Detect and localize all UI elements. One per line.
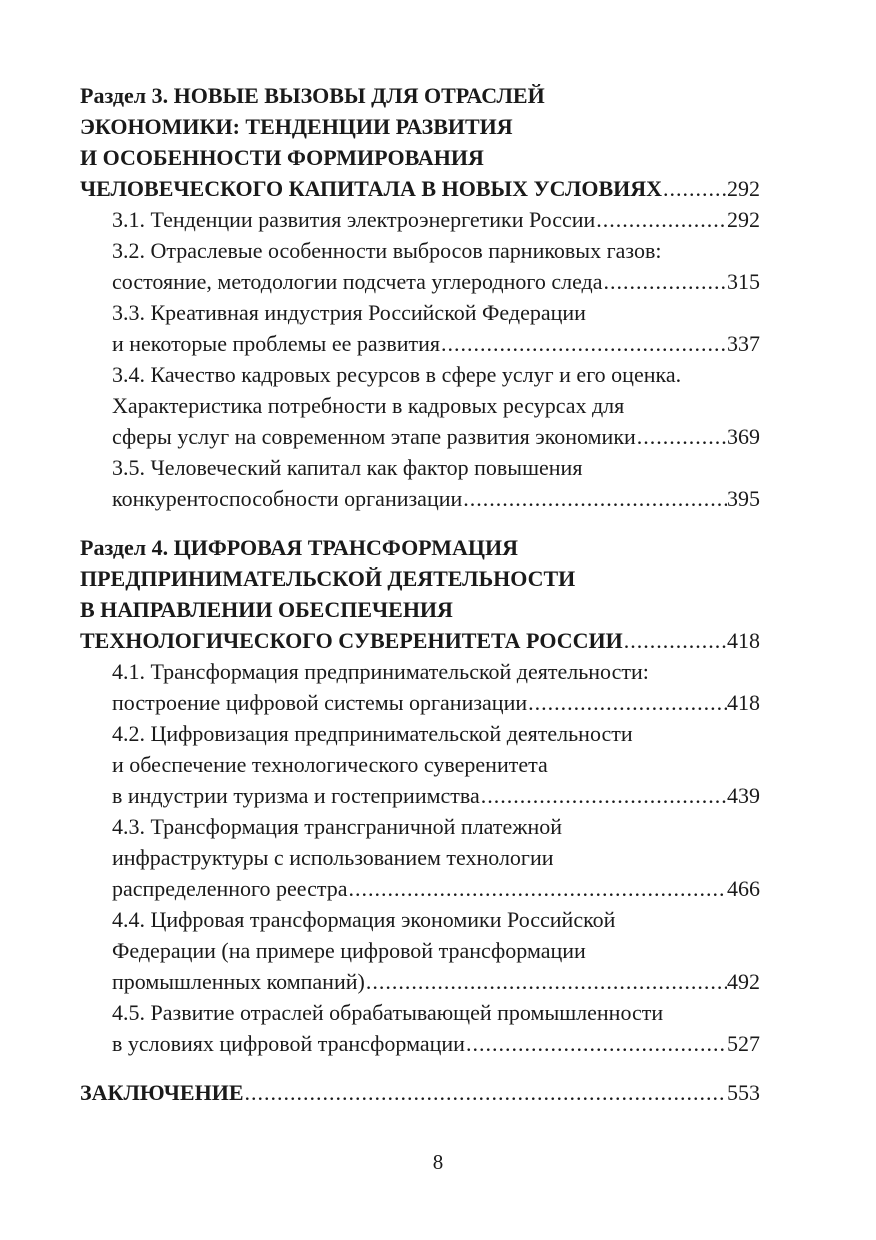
entry-line: 4.2. Цифровизация предпринимательской деятельности [112, 721, 633, 746]
entry-line: ПРЕДПРИНИМАТЕЛЬСКОЙ ДЕЯТЕЛЬНОСТИ [80, 566, 576, 591]
entry-final-line [112, 687, 760, 718]
entry-final-line [112, 780, 760, 811]
entry-line: 3.3. Креативная индустрия Российской Федерации [112, 300, 586, 325]
entry-title-end: ТЕХНОЛОГИЧЕСКОГО СУВЕРЕНИТЕТА РОССИИ [80, 628, 623, 653]
entry-title-end: распределенного реестра [112, 876, 348, 901]
entry-line: Федерации (на примере цифровой трансформации [112, 938, 586, 963]
entry-final-line [112, 421, 760, 452]
entry-page-number: 492 [727, 969, 760, 994]
entry-title-end: 3.1. Тенденции развития электроэнергетики России [112, 207, 596, 232]
entry-title-end: сферы услуг на современном этапе развития экономики [112, 424, 636, 449]
entry-page-number: 466 [727, 876, 760, 901]
dot-leader [440, 328, 727, 359]
entry-page-number: 337 [727, 331, 760, 356]
toc-section [80, 80, 760, 514]
entry-final-line [112, 328, 760, 359]
toc-entry[interactable] [80, 297, 760, 359]
entry-title-end: и некоторые проблемы ее развития [112, 331, 440, 356]
entry-line: 4.1. Трансформация предпринимательской деятельности: [112, 659, 649, 684]
dot-leader [603, 266, 727, 297]
entry-page-number: 418 [727, 690, 760, 715]
entry-final-line [80, 1077, 760, 1108]
dot-leader [636, 421, 727, 452]
section-heading[interactable] [80, 80, 760, 204]
section-heading[interactable] [80, 532, 760, 656]
toc-entry[interactable] [80, 718, 760, 811]
dot-leader [623, 625, 727, 656]
page-number: 8 [432, 1150, 444, 1174]
entry-line: И ОСОБЕННОСТИ ФОРМИРОВАНИЯ [80, 145, 484, 170]
entry-page-number: 292 [727, 176, 760, 201]
entry-page-number: 418 [727, 628, 760, 653]
entry-final-line [80, 173, 760, 204]
entry-line: Раздел 4. ЦИФРОВАЯ ТРАНСФОРМАЦИЯ [80, 535, 518, 560]
entry-page-number: 439 [727, 783, 760, 808]
entry-line: 3.2. Отраслевые особенности выбросов парниковых газов: [112, 238, 662, 263]
toc-entry[interactable] [80, 997, 760, 1059]
dot-leader [365, 966, 727, 997]
dot-leader [348, 873, 728, 904]
entry-final-line [112, 966, 760, 997]
entry-line: и обеспечение технологического суверенитета [112, 752, 548, 777]
toc-entry[interactable] [80, 452, 760, 514]
toc-entry[interactable] [80, 904, 760, 997]
toc-entry[interactable] [80, 204, 760, 235]
dot-leader [465, 1028, 727, 1059]
conclusion-entry[interactable] [80, 1077, 760, 1108]
entry-page-number: 395 [727, 486, 760, 511]
entry-line: ЭКОНОМИКИ: ТЕНДЕНЦИИ РАЗВИТИЯ [80, 114, 513, 139]
dot-leader [662, 173, 727, 204]
entry-final-line [112, 873, 760, 904]
entry-title-end: ЧЕЛОВЕЧЕСКОГО КАПИТАЛА В НОВЫХ УСЛОВИЯХ [80, 176, 663, 201]
entry-title-end: в условиях цифровой трансформации [112, 1031, 465, 1056]
toc-entry[interactable] [80, 359, 760, 452]
entry-title-end: в индустрии туризма и гостеприимства [112, 783, 480, 808]
entry-title-end: конкурентоспособности организации [112, 486, 463, 511]
entry-title-end: промышленных компаний) [112, 969, 365, 994]
dot-leader [480, 780, 727, 811]
entry-final-line [112, 204, 760, 235]
entry-line: 4.4. Цифровая трансформация экономики Российской [112, 907, 616, 932]
conclusion-label: ЗАКЛЮЧЕНИЕ [80, 1080, 244, 1105]
toc-entry[interactable] [80, 235, 760, 297]
entry-line: 3.4. Качество кадровых ресурсов в сфере услуг и его оценка. [112, 362, 682, 387]
table-of-contents [80, 80, 760, 1108]
entry-line: 3.5. Человеческий капитал как фактор повышения [112, 455, 583, 480]
entry-final-line [112, 1028, 760, 1059]
entry-line: 4.3. Трансформация трансграничной платежной [112, 814, 563, 839]
toc-section [80, 532, 760, 1059]
entry-final-line [112, 266, 760, 297]
entry-line: В НАПРАВЛЕНИИ ОБЕСПЕЧЕНИЯ [80, 597, 453, 622]
conclusion-page-number: 553 [727, 1080, 760, 1105]
dot-leader [462, 483, 727, 514]
entry-line: 4.5. Развитие отраслей обрабатывающей промышленности [112, 1000, 664, 1025]
entry-page-number: 292 [727, 207, 760, 232]
entry-page-number: 369 [727, 424, 760, 449]
entry-line: Раздел 3. НОВЫЕ ВЫЗОВЫ ДЛЯ ОТРАСЛЕЙ [80, 83, 545, 108]
toc-entry[interactable] [80, 811, 760, 904]
entry-page-number: 315 [727, 269, 760, 294]
entry-final-line [112, 483, 760, 514]
entry-page-number: 527 [727, 1031, 760, 1056]
dot-leader [595, 204, 727, 235]
dot-leader [527, 687, 727, 718]
entry-title-end: состояние, методологии подсчета углеродного следа [112, 269, 603, 294]
entry-title-end: построение цифровой системы организации [112, 690, 528, 715]
entry-line: Характеристика потребности в кадровых ресурсах для [112, 393, 625, 418]
toc-entry[interactable] [80, 656, 760, 718]
entry-line: инфраструктуры с использованием технологии [112, 845, 554, 870]
dot-leader [244, 1077, 728, 1108]
entry-final-line [80, 625, 760, 656]
